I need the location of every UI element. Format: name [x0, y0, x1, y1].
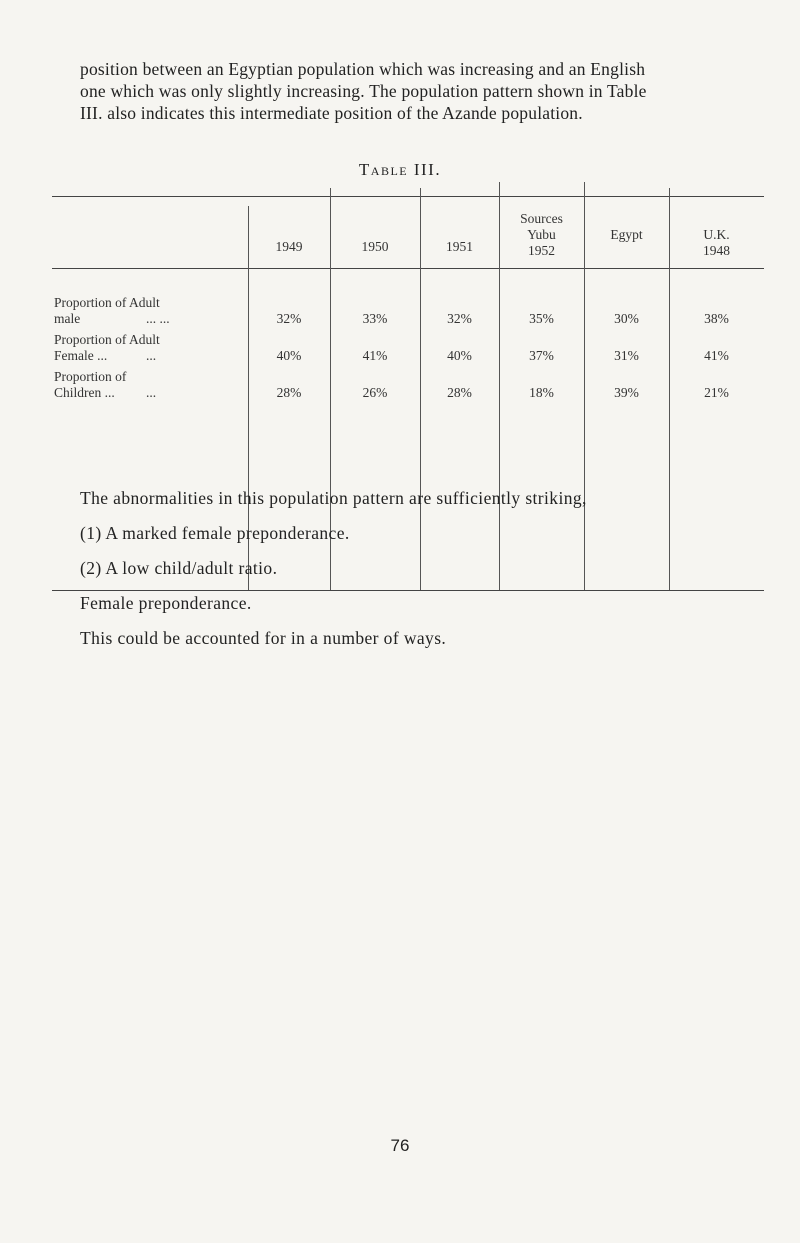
row-label-line: Proportion of Adult	[54, 332, 160, 347]
row-label-line: Female ... ...	[54, 348, 157, 363]
header-1949: 1949	[275, 239, 303, 254]
cell-female-1949: 40%	[276, 348, 302, 363]
header-uk	[669, 227, 764, 259]
header-uk-name: U.K.	[703, 227, 730, 242]
cell-male-1950: 33%	[362, 311, 388, 326]
table-title: Table III.	[358, 160, 442, 179]
body-list-item: (2) A low child/adult ratio.	[80, 558, 278, 578]
row-label-adult-male	[54, 295, 170, 327]
row-label-line: Proportion of Adult	[54, 295, 160, 310]
header-1951: 1951	[446, 239, 473, 254]
body-subheading: Female preponderance.	[80, 593, 252, 613]
cell-female-1950: 41%	[362, 348, 388, 363]
cell-female-egypt: 31%	[614, 348, 639, 363]
header-yubu-name: Yubu	[527, 227, 556, 242]
cell-male-1949: 32%	[276, 311, 302, 326]
cell-children-1950: 26%	[362, 385, 388, 400]
cell-children-1949: 28%	[276, 385, 302, 400]
body-list-item: (1) A marked female preponderance.	[80, 523, 350, 543]
row-label-line: Children ... ...	[54, 385, 157, 400]
intro-line-1: position between an Egyptian population which was increasing and an English	[80, 59, 646, 79]
cell-male-1951: 32%	[447, 311, 472, 326]
body-text	[80, 488, 760, 663]
header-yubu-year: 1952	[528, 243, 555, 258]
table-top-rule	[52, 196, 764, 197]
cell-children-uk: 21%	[704, 385, 729, 400]
body-paragraph: This could be accounted for in a number of ways.	[80, 628, 447, 648]
cell-children-1951: 28%	[447, 385, 472, 400]
cell-male-egypt: 30%	[614, 311, 639, 326]
cell-male-yubu: 35%	[529, 311, 554, 326]
header-yubu-sources: Sources	[520, 211, 563, 226]
intro-line-2: one which was only slightly increasing. The population pattern shown in Table	[80, 81, 647, 101]
cell-female-uk: 41%	[704, 348, 729, 363]
header-egypt: Egypt	[610, 227, 643, 242]
row-label-children	[54, 369, 157, 401]
row-label-adult-female	[54, 332, 160, 364]
cell-male-uk: 38%	[704, 311, 729, 326]
intro-paragraph	[80, 58, 740, 124]
row-label-line: male ... ...	[54, 311, 170, 326]
header-uk-year: 1948	[703, 243, 730, 258]
body-paragraph: The abnormalities in this population pattern are sufficiently striking,	[80, 488, 587, 508]
intro-line-3: III. also indicates this intermediate position of the Azande population.	[80, 103, 583, 123]
header-yubu	[499, 211, 584, 259]
cell-female-yubu: 37%	[529, 348, 554, 363]
page-number: 76	[390, 1136, 410, 1155]
cell-children-egypt: 39%	[614, 385, 639, 400]
table-header-rule	[52, 268, 764, 269]
cell-female-1951: 40%	[447, 348, 472, 363]
row-label-line: Proportion of	[54, 369, 127, 384]
cell-children-yubu: 18%	[529, 385, 554, 400]
header-1950: 1950	[361, 239, 389, 254]
